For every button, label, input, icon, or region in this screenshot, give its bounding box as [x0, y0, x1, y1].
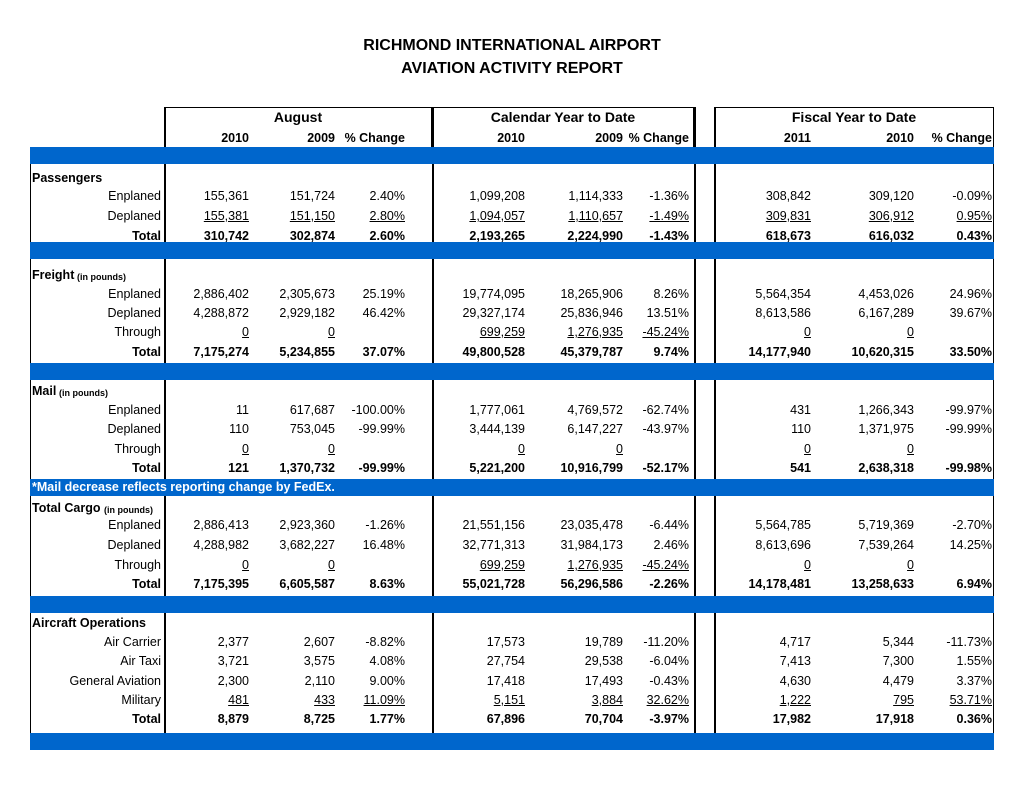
table-cell: 4.08%: [369, 654, 405, 668]
table-cell: 3,575: [303, 654, 335, 668]
table-cell: 8.26%: [653, 287, 689, 301]
table-cell: 33.50%: [949, 345, 992, 359]
table-cell: 4,769,572: [567, 403, 623, 417]
table-cell: 1,276,935: [567, 558, 623, 572]
section-unit: (in pounds): [104, 505, 153, 515]
table-cell: 6,147,227: [567, 422, 623, 436]
report-title: RICHMOND INTERNATIONAL AIRPORT: [363, 37, 661, 54]
table-cell: 0: [804, 325, 811, 339]
table-cell: 7,175,395: [193, 577, 249, 591]
table-cell: 56,296,586: [560, 577, 623, 591]
table-cell: 0.36%: [956, 712, 992, 726]
table-cell: 309,120: [868, 189, 914, 203]
table-cell: 32.62%: [646, 693, 689, 707]
table-cell: 46.42%: [362, 306, 405, 320]
table-cell: -11.20%: [643, 635, 689, 649]
table-cell: 151,150: [289, 209, 335, 223]
table-cell: 4,453,026: [858, 287, 914, 301]
table-cell: 2,923,360: [279, 518, 335, 532]
table-cell: 2,193,265: [469, 229, 525, 243]
row-label: Through: [114, 325, 161, 339]
row-label: Deplaned: [107, 422, 161, 436]
table-cell: 4,717: [779, 635, 811, 649]
table-cell: 433: [314, 693, 335, 707]
table-cell: 699,259: [479, 325, 525, 339]
table-cell: 3.37%: [956, 674, 992, 688]
table-cell: 5,221,200: [469, 461, 525, 475]
table-cell: 3,721: [217, 654, 249, 668]
table-cell: 2,110: [304, 674, 335, 688]
row-label: Air Carrier: [104, 635, 161, 649]
table-cell: 481: [228, 693, 249, 707]
table-cell: 1,099,208: [469, 189, 525, 203]
table-cell: -43.97%: [642, 422, 689, 436]
table-cell: 1,110,657: [568, 209, 623, 223]
table-cell: 4,630: [779, 674, 811, 688]
table-cell: 45,379,787: [560, 345, 623, 359]
table-cell: 5,564,785: [755, 518, 811, 532]
table-cell: 2.40%: [369, 189, 405, 203]
table-cell: 1.55%: [956, 654, 992, 668]
table-cell: 19,789: [584, 635, 623, 649]
table-cell: 8,725: [303, 712, 335, 726]
table-cell: 0: [242, 442, 249, 456]
row-label: Total: [132, 229, 161, 243]
column-header: 2009: [307, 131, 335, 145]
table-cell: 13.51%: [646, 306, 689, 320]
table-cell: -52.17%: [642, 461, 689, 475]
table-cell: 4,288,872: [193, 306, 249, 320]
table-cell: 2.60%: [369, 229, 405, 243]
row-label: Enplaned: [108, 403, 161, 417]
table-cell: 53.71%: [949, 693, 992, 707]
table-cell: -8.82%: [365, 635, 405, 649]
table-cell: 1,114,333: [568, 189, 623, 203]
table-cell: 0: [907, 325, 914, 339]
table-cell: 2.80%: [369, 209, 405, 223]
table-cell: 14,178,481: [748, 577, 811, 591]
column-header: % Change: [344, 131, 405, 145]
table-cell: -99.98%: [945, 461, 992, 475]
table-cell: 0: [907, 442, 914, 456]
row-label: Enplaned: [108, 189, 161, 203]
table-cell: 7,175,274: [193, 345, 249, 359]
table-cell: 5,151: [493, 693, 525, 707]
table-cell: 0: [907, 558, 914, 572]
table-cell: 541: [790, 461, 811, 475]
table-cell: -11.73%: [946, 635, 992, 649]
row-label: Enplaned: [108, 518, 161, 532]
section-band: [30, 147, 994, 164]
table-cell: 0.43%: [956, 229, 992, 243]
table-cell: 7,300: [882, 654, 914, 668]
table-cell: 27,754: [486, 654, 525, 668]
column-header: % Change: [931, 131, 992, 145]
table-cell: 2,224,990: [567, 229, 623, 243]
table-cell: 110: [791, 422, 811, 436]
table-cell: 0: [328, 325, 335, 339]
column-header: 2010: [886, 131, 914, 145]
table-cell: 1,370,732: [279, 461, 335, 475]
table-cell: 306,912: [868, 209, 914, 223]
row-label: Enplaned: [108, 287, 161, 301]
section-title: Aircraft Operations: [32, 616, 146, 630]
column-header: 2009: [595, 131, 623, 145]
table-cell: 0: [804, 558, 811, 572]
table-cell: 2,305,673: [279, 287, 335, 301]
table-cell: 23,035,478: [560, 518, 623, 532]
table-cell: 10,620,315: [851, 345, 914, 359]
table-cell: 5,564,354: [755, 287, 811, 301]
table-cell: 110: [229, 422, 249, 436]
table-cell: -99.99%: [945, 422, 992, 436]
column-divider: [433, 107, 434, 748]
row-label: Through: [114, 558, 161, 572]
row-label: Military: [121, 693, 161, 707]
group-header: Fiscal Year to Date: [791, 109, 917, 125]
section-band: [30, 363, 994, 380]
table-cell: 25,836,946: [560, 306, 623, 320]
group-header: August: [273, 109, 323, 125]
table-cell: 3,884: [591, 693, 623, 707]
table-cell: 10,916,799: [560, 461, 623, 475]
table-cell: 13,258,633: [851, 577, 914, 591]
table-cell: 5,234,855: [279, 345, 335, 359]
table-cell: 2,886,413: [193, 518, 249, 532]
row-label: Air Taxi: [120, 654, 161, 668]
column-divider: [165, 107, 166, 748]
section-title: Freight: [32, 268, 75, 282]
table-cell: 2,300: [217, 674, 249, 688]
table-cell: 11.09%: [363, 693, 405, 707]
table-cell: 2,377: [217, 635, 249, 649]
table-cell: 29,538: [584, 654, 623, 668]
table-cell: 617,687: [289, 403, 335, 417]
table-cell: -100.00%: [351, 403, 405, 417]
table-cell: 121: [228, 461, 249, 475]
table-cell: 6.94%: [956, 577, 992, 591]
table-cell: 2.46%: [653, 538, 689, 552]
table-cell: 1,222: [779, 693, 811, 707]
table-cell: 2,886,402: [193, 287, 249, 301]
table-cell: 9.74%: [653, 345, 689, 359]
table-cell: 1,266,343: [858, 403, 914, 417]
table-cell: 32,771,313: [462, 538, 525, 552]
section-band: [30, 242, 994, 259]
row-label: Total: [132, 712, 161, 726]
table-cell: 37.07%: [362, 345, 405, 359]
table-cell: 795: [893, 693, 914, 707]
table-cell: 31,984,173: [560, 538, 623, 552]
table-cell: 618,673: [765, 229, 811, 243]
row-label: Total: [132, 345, 161, 359]
table-cell: 4,288,982: [193, 538, 249, 552]
table-cell: 9.00%: [369, 674, 405, 688]
table-cell: -45.24%: [642, 558, 689, 572]
table-cell: 1,371,975: [858, 422, 914, 436]
row-label: Deplaned: [107, 538, 161, 552]
row-label: Deplaned: [107, 306, 161, 320]
table-cell: 8,613,586: [755, 306, 811, 320]
table-cell: 39.67%: [949, 306, 992, 320]
table-cell: 309,831: [765, 209, 811, 223]
table-cell: 302,874: [289, 229, 335, 243]
activity-table: [30, 107, 994, 748]
table-cell: -6.44%: [649, 518, 689, 532]
table-cell: 21,551,156: [462, 518, 525, 532]
table-cell: -2.70%: [952, 518, 992, 532]
table-cell: 1,276,935: [567, 325, 623, 339]
table-cell: -1.36%: [649, 189, 689, 203]
table-cell: 19,774,095: [462, 287, 525, 301]
table-cell: 8,879: [217, 712, 249, 726]
table-cell: 1.77%: [369, 712, 405, 726]
table-cell: -1.26%: [365, 518, 405, 532]
table-cell: 308,842: [765, 189, 811, 203]
table-cell: 2,929,182: [279, 306, 335, 320]
column-header: 2010: [221, 131, 249, 145]
table-cell: 431: [790, 403, 811, 417]
table-cell: 17,918: [875, 712, 914, 726]
table-cell: 616,032: [868, 229, 914, 243]
table-cell: 0: [328, 558, 335, 572]
section-title: Mail: [32, 384, 57, 398]
table-cell: -1.43%: [649, 229, 689, 243]
table-cell: 11: [236, 403, 249, 417]
table-cell: 14,177,940: [748, 345, 811, 359]
report-subtitle: AVIATION ACTIVITY REPORT: [401, 60, 623, 77]
table-cell: 1,777,061: [469, 403, 525, 417]
section-band: [30, 596, 994, 613]
row-label: General Aviation: [69, 674, 161, 688]
table-cell: 17,573: [486, 635, 525, 649]
table-cell: -1.49%: [649, 209, 689, 223]
section-unit: (in pounds): [59, 388, 108, 398]
table-cell: 25.19%: [362, 287, 405, 301]
table-cell: 18,265,906: [560, 287, 623, 301]
table-cell: 753,045: [289, 422, 335, 436]
table-cell: 2,638,318: [858, 461, 914, 475]
table-cell: 151,724: [289, 189, 335, 203]
column-header: % Change: [628, 131, 689, 145]
table-cell: 7,413: [779, 654, 811, 668]
table-cell: 699,259: [479, 558, 525, 572]
table-cell: -2.26%: [649, 577, 689, 591]
table-cell: -6.04%: [649, 654, 689, 668]
table-cell: 0: [616, 442, 623, 456]
table-cell: 7,539,264: [858, 538, 914, 552]
table-cell: -45.24%: [642, 325, 689, 339]
column-divider: [715, 107, 716, 748]
table-cell: 24.96%: [949, 287, 992, 301]
section-band: [30, 733, 994, 750]
section-title: Total Cargo: [32, 501, 101, 515]
row-label: Deplaned: [107, 209, 161, 223]
column-header: 2010: [497, 131, 525, 145]
table-cell: -62.74%: [642, 403, 689, 417]
mail-note: *Mail decrease reflects reporting change by FedEx.: [32, 480, 335, 494]
table-cell: 2,607: [303, 635, 335, 649]
table-cell: 55,021,728: [462, 577, 525, 591]
table-cell: -99.97%: [945, 403, 992, 417]
table-cell: 0: [328, 442, 335, 456]
table-cell: 5,344: [882, 635, 914, 649]
table-cell: 155,361: [203, 189, 249, 203]
section-unit: (in pounds): [77, 272, 126, 282]
table-cell: 70,704: [584, 712, 623, 726]
table-cell: -0.43%: [649, 674, 689, 688]
table-cell: 4,479: [882, 674, 914, 688]
table-cell: 14.25%: [949, 538, 992, 552]
table-cell: -3.97%: [649, 712, 689, 726]
section-title: Passengers: [32, 171, 103, 185]
table-cell: 0.95%: [956, 209, 992, 223]
table-cell: -0.09%: [952, 189, 992, 203]
table-cell: 0: [242, 558, 249, 572]
table-cell: 155,381: [203, 209, 249, 223]
table-cell: 17,982: [772, 712, 811, 726]
table-cell: -99.99%: [358, 461, 405, 475]
table-cell: 5,719,369: [858, 518, 914, 532]
table-cell: 6,167,289: [858, 306, 914, 320]
row-label: Total: [132, 577, 161, 591]
table-cell: 0: [518, 442, 525, 456]
table-cell: 310,742: [203, 229, 249, 243]
table-cell: 3,444,139: [469, 422, 525, 436]
table-cell: 67,896: [486, 712, 525, 726]
table-cell: 49,800,528: [462, 345, 525, 359]
table-cell: 16.48%: [362, 538, 405, 552]
table-cell: 6,605,587: [279, 577, 335, 591]
column-divider: [695, 107, 696, 748]
group-header: Calendar Year to Date: [490, 109, 636, 125]
column-header: 2011: [783, 131, 811, 145]
table-cell: 8,613,696: [755, 538, 811, 552]
table-cell: -99.99%: [358, 422, 405, 436]
table-cell: 8.63%: [369, 577, 405, 591]
table-cell: 0: [242, 325, 249, 339]
row-label: Through: [114, 442, 161, 456]
table-cell: 17,418: [486, 674, 525, 688]
table-cell: 0: [804, 442, 811, 456]
table-cell: 17,493: [584, 674, 623, 688]
table-cell: 29,327,174: [462, 306, 525, 320]
table-cell: 3,682,227: [279, 538, 335, 552]
row-label: Total: [132, 461, 161, 475]
table-cell: 1,094,057: [469, 209, 525, 223]
